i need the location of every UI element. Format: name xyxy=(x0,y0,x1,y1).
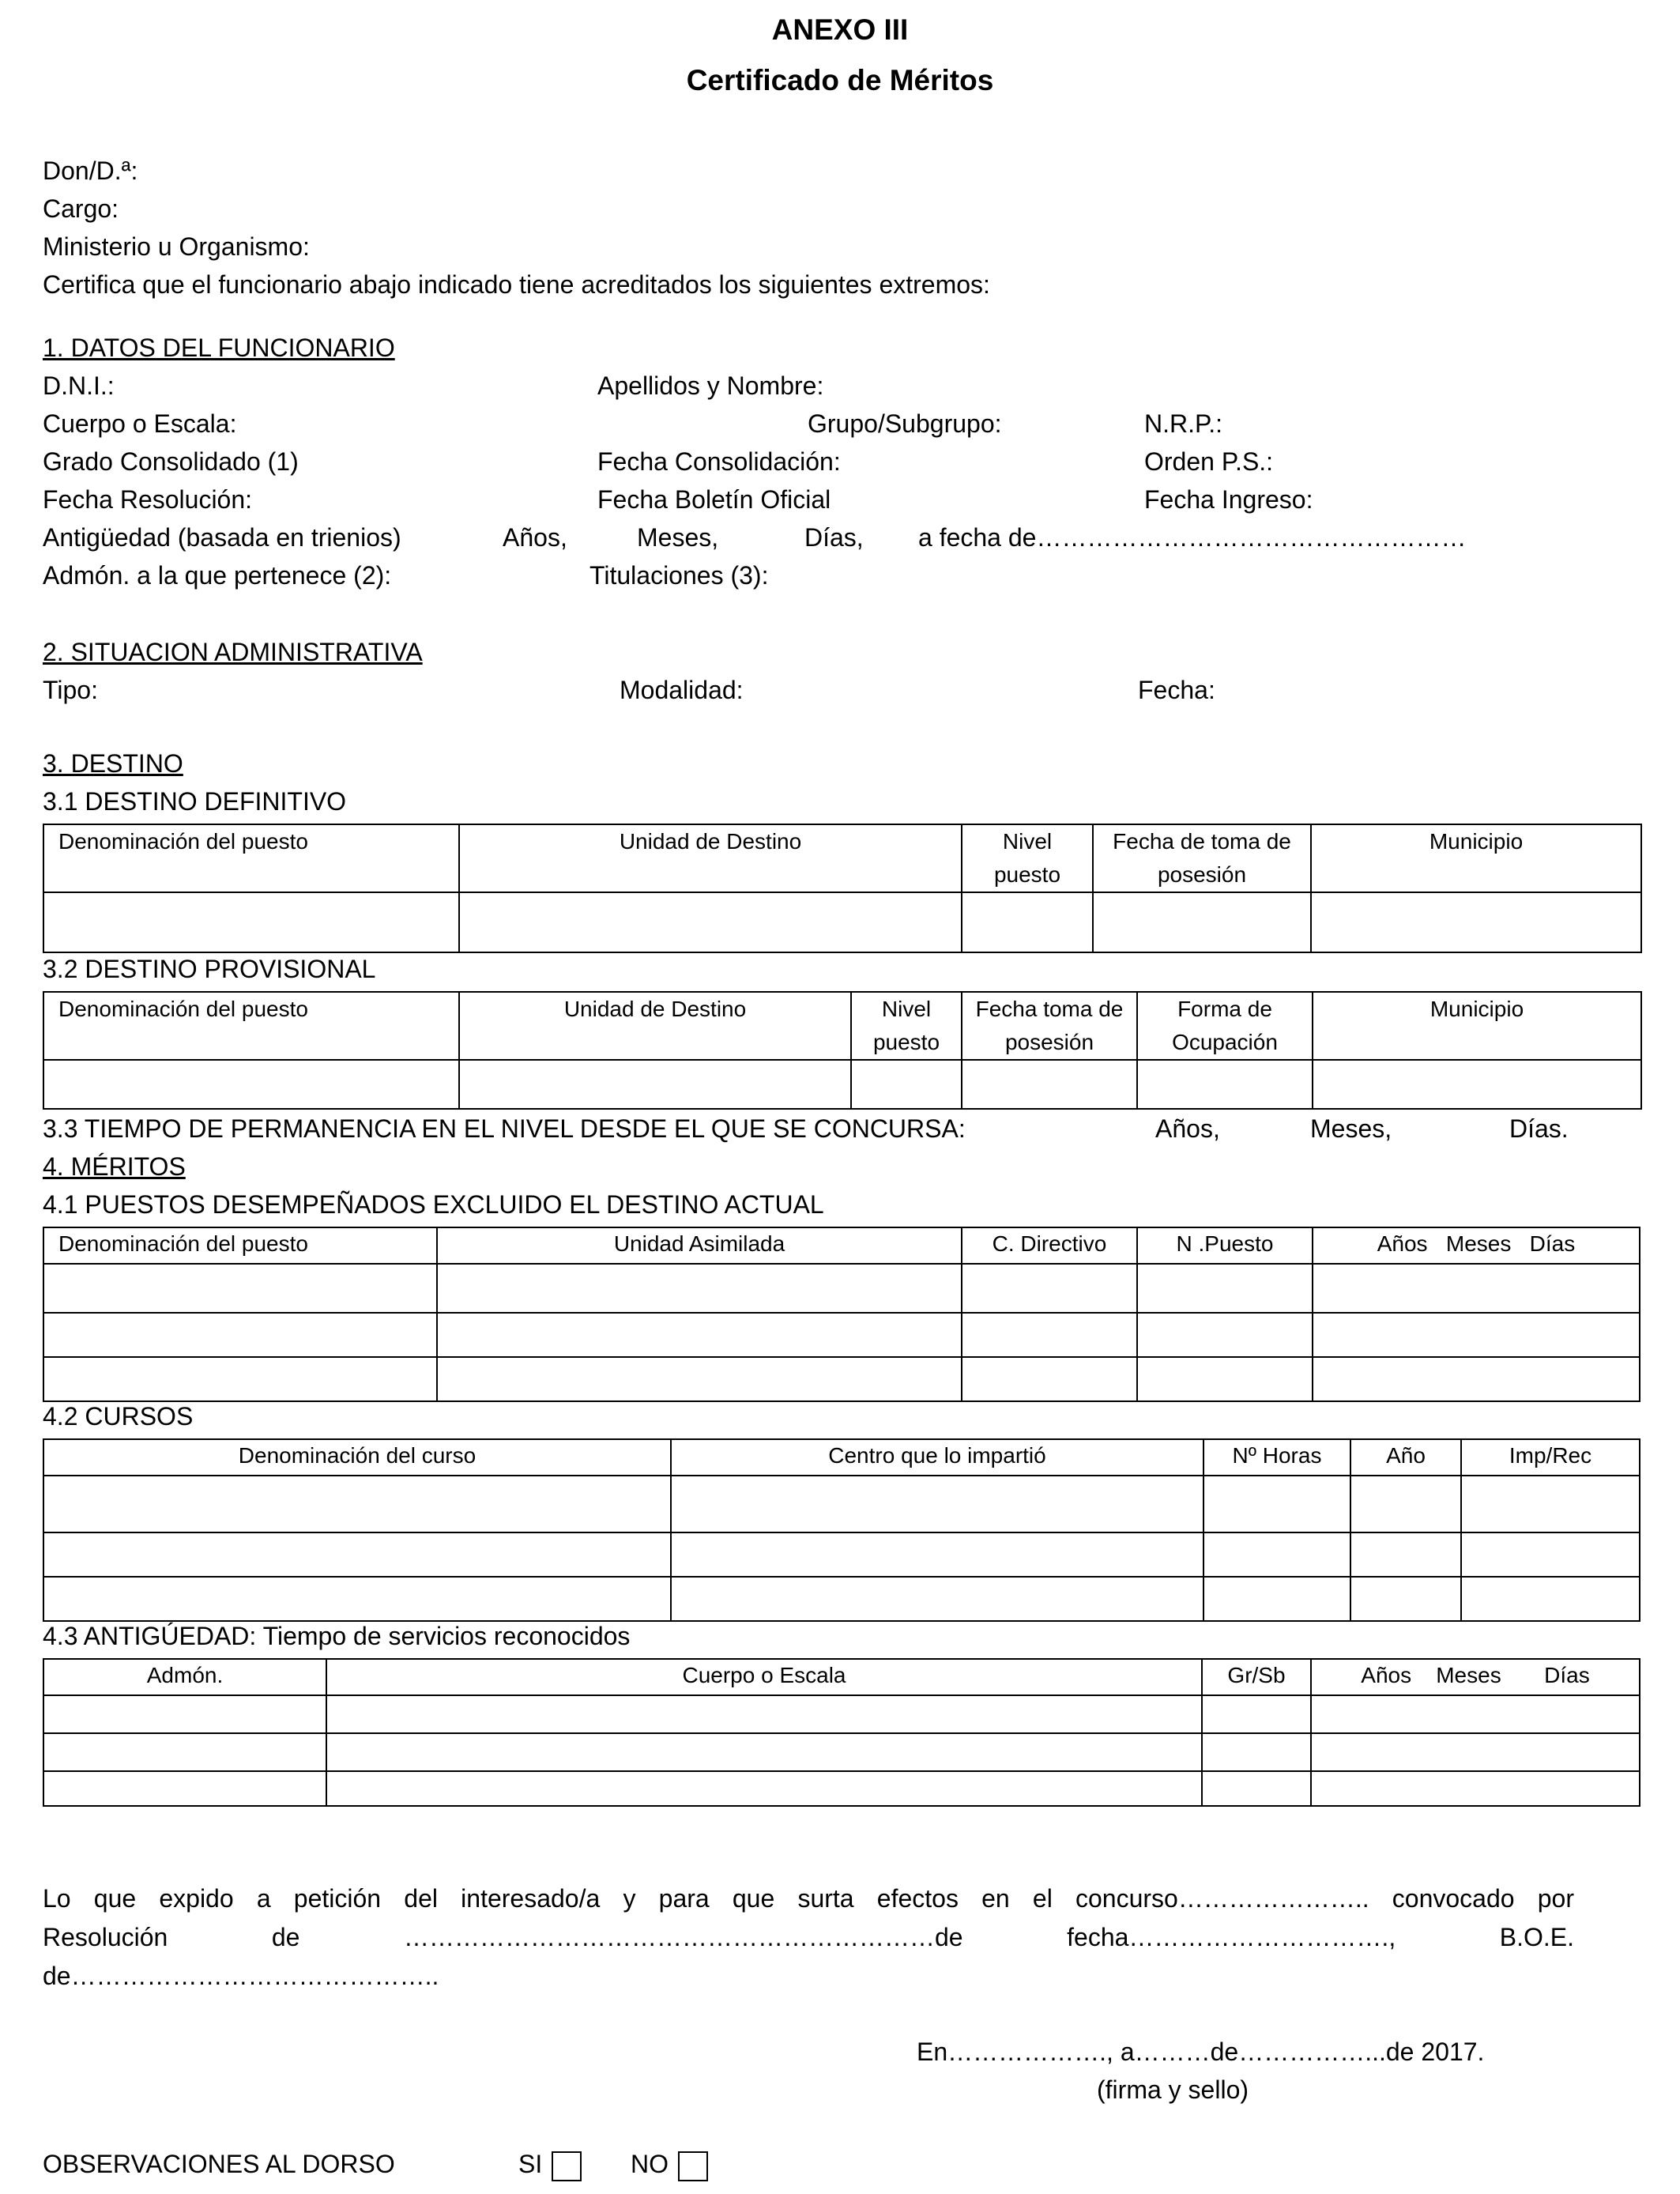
fecha-resolucion-label: Fecha Resolución: xyxy=(43,485,253,514)
section-1-heading: 1. DATOS DEL FUNCIONARIO xyxy=(43,334,395,362)
fecha-consolidacion-label: Fecha Consolidación: xyxy=(597,447,841,476)
table-header: C. Directivo xyxy=(962,1227,1137,1264)
table-header: Fecha toma de posesión xyxy=(962,992,1137,1060)
table-cell[interactable] xyxy=(43,1695,326,1733)
table-cell[interactable] xyxy=(1350,1476,1461,1532)
table-cell[interactable] xyxy=(1137,1264,1313,1313)
observaciones-no xyxy=(631,2148,708,2181)
section-4-heading: 4. MÉRITOS xyxy=(43,1152,186,1181)
table-row xyxy=(43,1357,1640,1401)
table-header: Admón. xyxy=(43,1659,326,1695)
table-cell[interactable] xyxy=(1313,1313,1640,1357)
observaciones-si xyxy=(518,2148,582,2181)
table-header: Denominación del curso xyxy=(43,1439,671,1476)
firma-sello: (firma y sello) xyxy=(1097,2075,1249,2104)
table-cell[interactable] xyxy=(1313,1060,1641,1109)
si-label: SI xyxy=(518,2150,543,2178)
permanencia-dias: Días. xyxy=(1509,1114,1569,1143)
table-cell[interactable] xyxy=(326,1733,1202,1771)
antiguedad-label: Antigüedad (basada en trienios) xyxy=(43,523,401,552)
table-header: Unidad Asimilada xyxy=(437,1227,962,1264)
table-header: Municipio xyxy=(1313,992,1641,1060)
orden-label: Orden P.S.: xyxy=(1144,447,1274,476)
table-cell[interactable] xyxy=(962,1313,1137,1357)
table-cell[interactable] xyxy=(1313,1357,1640,1401)
table-cell[interactable] xyxy=(962,1264,1137,1313)
table-cell[interactable] xyxy=(1461,1577,1640,1621)
modalidad-label: Modalidad: xyxy=(620,676,744,704)
table-header: Años Meses Días xyxy=(1313,1227,1640,1264)
table-header: Gr/Sb xyxy=(1202,1659,1311,1695)
table-row xyxy=(43,1733,1640,1771)
table-cell[interactable] xyxy=(459,1060,851,1109)
certifica-text: Certifica que el funcionario abajo indicado tiene acreditados los siguientes extremos: xyxy=(43,270,990,299)
cargo-label: Cargo: xyxy=(43,194,119,223)
table-header: Unidad de Destino xyxy=(459,992,851,1060)
table-cell[interactable] xyxy=(1203,1577,1350,1621)
table-cell[interactable] xyxy=(1137,1060,1313,1109)
table-cell[interactable] xyxy=(1461,1532,1640,1577)
table-cell[interactable] xyxy=(1202,1733,1311,1771)
tiempo-permanencia-label: 3.3 TIEMPO DE PERMANENCIA EN EL NIVEL DESDE EL QUE SE CONCURSA: xyxy=(43,1114,966,1143)
section-2-heading: 2. SITUACION ADMINISTRATIVA xyxy=(43,638,423,666)
antiguedad-table xyxy=(43,1658,1640,1807)
table-row xyxy=(43,892,1641,952)
table-header: Cuerpo o Escala xyxy=(326,1659,1202,1695)
table-row xyxy=(43,1313,1640,1357)
table-row xyxy=(43,1060,1641,1109)
table-header: Imp/Rec xyxy=(1461,1439,1640,1476)
table-cell[interactable] xyxy=(1350,1532,1461,1577)
table-header: Año xyxy=(1350,1439,1461,1476)
antiguedad-meses: Meses, xyxy=(637,523,719,552)
table-row xyxy=(43,1264,1640,1313)
table-row xyxy=(43,1577,1640,1621)
closing-line-1: Lo que expido a petición del interesado/a y para que surta efectos en el concurso………………….. convocado por xyxy=(43,1884,1574,1913)
table-cell[interactable] xyxy=(1137,1313,1313,1357)
table-header: Forma de Ocupación xyxy=(1137,992,1313,1060)
table-cell[interactable] xyxy=(326,1695,1202,1733)
table-cell[interactable] xyxy=(326,1771,1202,1806)
table-cell[interactable] xyxy=(437,1357,962,1401)
table-cell[interactable] xyxy=(671,1476,1203,1532)
admon-label: Admón. a la que pertenece (2): xyxy=(43,561,392,590)
table-header: Años Meses Días xyxy=(1311,1659,1640,1695)
table-cell[interactable] xyxy=(437,1264,962,1313)
don-label: Don/D.ª: xyxy=(43,156,138,185)
permanencia-anos: Años, xyxy=(1155,1114,1220,1143)
cursos-table xyxy=(43,1438,1640,1622)
grupo-label: Grupo/Subgrupo: xyxy=(808,409,1002,438)
closing-line-3: de…………………………………….. xyxy=(43,1962,439,1990)
table-header: Nivel puesto xyxy=(962,824,1093,892)
table-row xyxy=(43,1532,1640,1577)
table-cell[interactable] xyxy=(43,1733,326,1771)
titulaciones-label: Titulaciones (3): xyxy=(590,561,769,590)
table-cell[interactable] xyxy=(43,1771,326,1806)
antiguedad-heading: 4.3 ANTIGÚEDAD: Tiempo de servicios reconocidos xyxy=(43,1622,631,1650)
table-cell[interactable] xyxy=(671,1532,1203,1577)
tipo-label: Tipo: xyxy=(43,676,98,704)
table-row xyxy=(43,1695,1640,1733)
table-cell[interactable] xyxy=(1202,1695,1311,1733)
table-row xyxy=(43,1476,1640,1532)
section-3-heading: 3. DESTINO xyxy=(43,749,183,778)
grado-label: Grado Consolidado (1) xyxy=(43,447,299,476)
destino-definitivo-table xyxy=(43,824,1642,953)
dni-label: D.N.I.: xyxy=(43,371,115,400)
table-cell[interactable] xyxy=(671,1577,1203,1621)
table-cell[interactable] xyxy=(43,1476,671,1532)
observaciones-label: OBSERVACIONES AL DORSO xyxy=(43,2150,395,2178)
table-cell[interactable] xyxy=(43,892,459,952)
table-cell[interactable] xyxy=(1311,1695,1640,1733)
puestos-table xyxy=(43,1227,1640,1402)
destino-provisional-table xyxy=(43,991,1642,1110)
table-header: N .Puesto xyxy=(1137,1227,1313,1264)
table-header: Nº Horas xyxy=(1203,1439,1350,1476)
antiguedad-dias: Días, xyxy=(804,523,864,552)
table-cell[interactable] xyxy=(962,1357,1137,1401)
no-label: NO xyxy=(631,2150,669,2178)
nrp-label: N.R.P.: xyxy=(1144,409,1222,438)
table-cell[interactable] xyxy=(962,892,1093,952)
table-header: Unidad de Destino xyxy=(459,824,962,892)
table-cell[interactable] xyxy=(43,1264,437,1313)
closing-line-2: Resolución de ………………………………………………………de fecha…………………………., B.O.E. xyxy=(43,1923,1574,1951)
situacion-fecha-label: Fecha: xyxy=(1138,676,1215,704)
table-cell[interactable] xyxy=(962,1060,1137,1109)
place-date: En………………., a………de……………...de 2017. xyxy=(917,2038,1485,2066)
table-cell[interactable] xyxy=(1311,1771,1640,1806)
table-cell[interactable] xyxy=(1093,892,1311,952)
antiguedad-fecha: a fecha de…………………………………………… xyxy=(918,523,1467,552)
table-cell[interactable] xyxy=(437,1313,962,1357)
permanencia-meses: Meses, xyxy=(1310,1114,1392,1143)
table-cell[interactable] xyxy=(851,1060,962,1109)
table-cell[interactable] xyxy=(1203,1476,1350,1532)
table-cell[interactable] xyxy=(43,1357,437,1401)
table-cell[interactable] xyxy=(1313,1264,1640,1313)
table-cell[interactable] xyxy=(1202,1771,1311,1806)
annex-title: ANEXO III xyxy=(771,13,909,46)
table-header: Centro que lo impartió xyxy=(671,1439,1203,1476)
table-header: Denominación del puesto xyxy=(43,1227,437,1264)
fecha-ingreso-label: Fecha Ingreso: xyxy=(1144,485,1313,514)
table-header: Municipio xyxy=(1311,824,1641,892)
table-cell[interactable] xyxy=(1311,892,1641,952)
table-cell[interactable] xyxy=(1461,1476,1640,1532)
table-header: Denominación del puesto xyxy=(43,824,459,892)
ministerio-label: Ministerio u Organismo: xyxy=(43,232,310,261)
no-checkbox[interactable] xyxy=(678,2151,708,2181)
table-header: Fecha de toma de posesión xyxy=(1093,824,1311,892)
cursos-heading: 4.2 CURSOS xyxy=(43,1402,194,1431)
si-checkbox[interactable] xyxy=(552,2151,582,2181)
fecha-boletin-label: Fecha Boletín Oficial xyxy=(597,485,831,514)
table-cell[interactable] xyxy=(43,1532,671,1577)
cuerpo-label: Cuerpo o Escala: xyxy=(43,409,237,438)
table-header: Denominación del puesto xyxy=(43,992,459,1060)
table-cell[interactable] xyxy=(43,1577,671,1621)
destino-provisional-heading: 3.2 DESTINO PROVISIONAL xyxy=(43,955,376,983)
document-title: Certificado de Méritos xyxy=(686,64,994,96)
table-cell[interactable] xyxy=(1350,1577,1461,1621)
table-cell[interactable] xyxy=(43,1060,459,1109)
puestos-heading: 4.1 PUESTOS DESEMPEÑADOS EXCLUIDO EL DESTINO ACTUAL xyxy=(43,1190,824,1219)
antiguedad-anos: Años, xyxy=(503,523,567,552)
table-header: Nivel puesto xyxy=(851,992,962,1060)
destino-definitivo-heading: 3.1 DESTINO DEFINITIVO xyxy=(43,787,347,816)
table-cell[interactable] xyxy=(459,892,962,952)
table-cell[interactable] xyxy=(1203,1532,1350,1577)
apellidos-label: Apellidos y Nombre: xyxy=(597,371,824,400)
table-cell[interactable] xyxy=(1311,1733,1640,1771)
table-cell[interactable] xyxy=(1137,1357,1313,1401)
table-cell[interactable] xyxy=(43,1313,437,1357)
table-row xyxy=(43,1771,1640,1806)
